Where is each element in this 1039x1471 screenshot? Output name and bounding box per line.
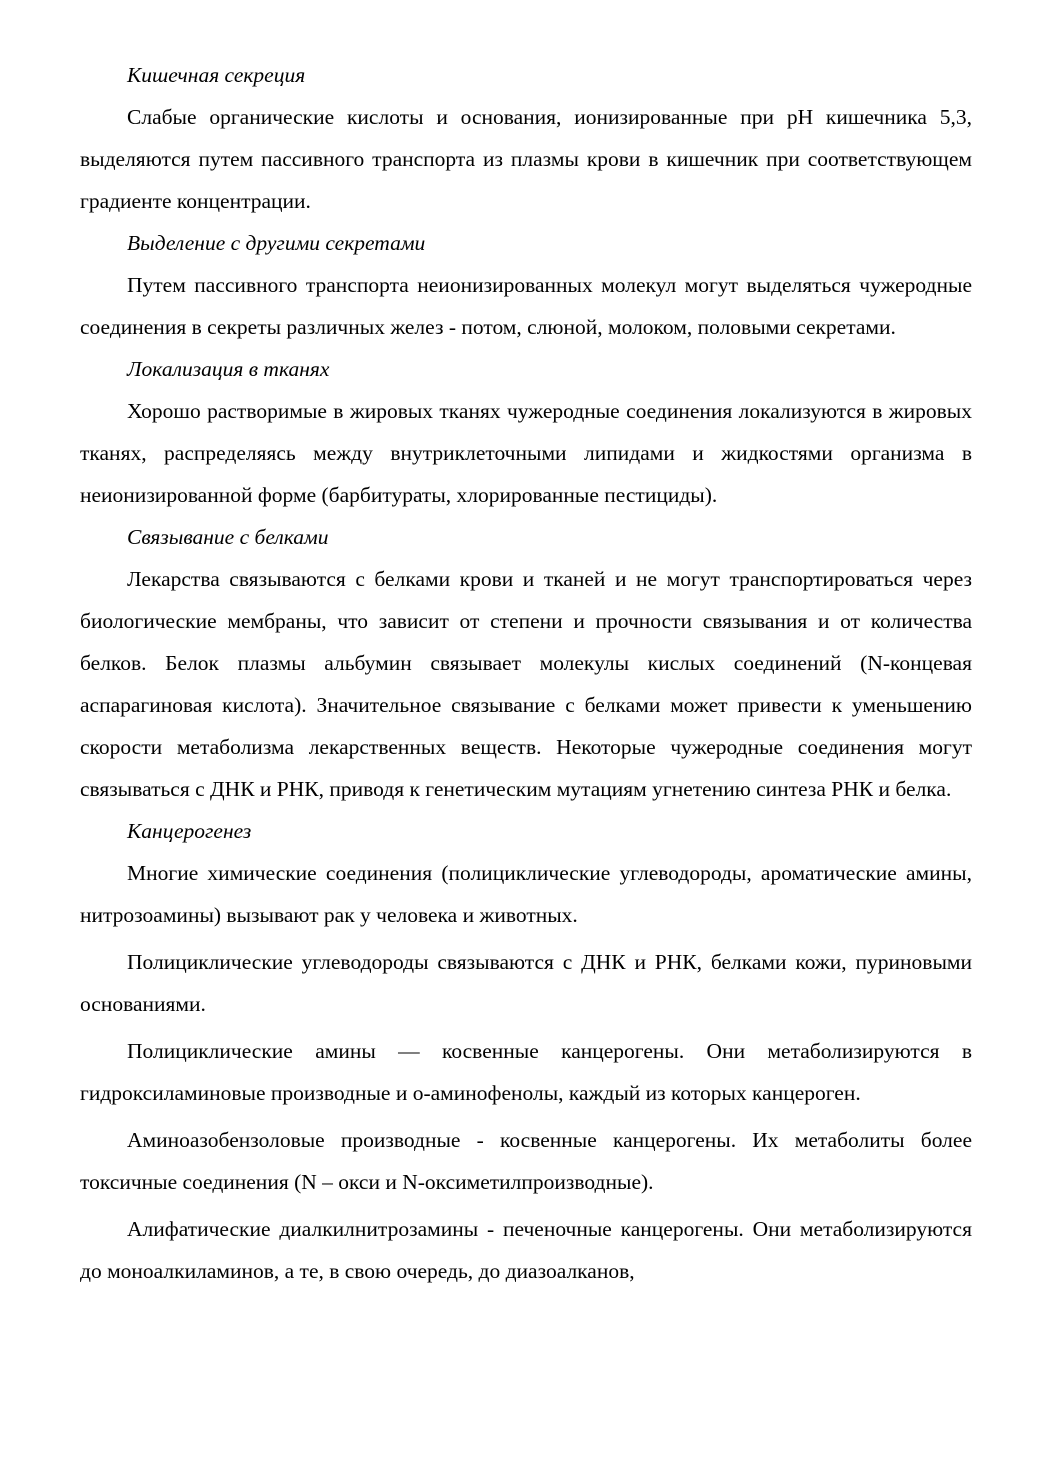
paragraph-carcinogenesis-5: Алифатические диалкилнитрозамины - печеночные канцерогены. Они метаболизируются до моноалкиламинов, а те, в свою очередь, до диазоалканов, bbox=[80, 1217, 972, 1283]
paragraph-tissue-localization: Хорошо растворимые в жировых тканях чужеродные соединения локализуются в жировых тканях, распределяясь между внутриклеточными липидами и жидкостями организма в неионизированной форме (барбитураты, хлорированные пестициды). bbox=[80, 399, 972, 507]
section-heading-carcinogenesis: Канцерогенез bbox=[127, 819, 252, 843]
document-page bbox=[80, 54, 972, 1292]
section-heading-other-secretions: Выделение с другими секретами bbox=[127, 231, 426, 255]
paragraph-carcinogenesis-1: Многие химические соединения (полициклические углеводороды, ароматические амины, нитрозоамины) вызывают рак у человека и животных. bbox=[80, 861, 972, 927]
paragraph-carcinogenesis-2: Полициклические углеводороды связываются с ДНК и РНК, белками кожи, пуриновыми основаниями. bbox=[80, 950, 972, 1016]
paragraph-protein-binding: Лекарства связываются с белками крови и тканей и не могут транспортироваться через биологические мембраны, что зависит от степени и прочности связывания и от количества белков. Белок плазмы альбумин связывает молекулы кислых соединений (N-концевая аспарагиновая кислота). Значительное связывание с белками может привести к уменьшению скорости метаболизма лекарственных веществ. Некоторые чужеродные соединения могут связываться с ДНК и РНК, приводя к генетическим мутациям угнетению синтеза РНК и белка. bbox=[80, 567, 972, 801]
section-heading-tissue-localization: Локализация в тканях bbox=[127, 357, 330, 381]
paragraph-carcinogenesis-4: Аминоазобензоловые производные - косвенные канцерогены. Их метаболиты более токсичные соединения (N – окси и N-оксиметилпроизводные). bbox=[80, 1128, 972, 1194]
paragraph-carcinogenesis-3: Полициклические амины — косвенные канцерогены. Они метаболизируются в гидроксиламиновые производные и о-аминофенолы, каждый из которых канцероген. bbox=[80, 1039, 972, 1105]
section-heading-protein-binding: Связывание с белками bbox=[127, 525, 329, 549]
paragraph-other-secretions: Путем пассивного транспорта неионизированных молекул могут выделяться чужеродные соединения в секреты различных желез - потом, слюной, молоком, половыми секретами. bbox=[80, 273, 972, 339]
paragraph-intestinal-secretion: Слабые органические кислоты и основания, ионизированные при pH кишечника 5,3, выделяются путем пассивного транспорта из плазмы крови в кишечник при соответствующем градиенте концентрации. bbox=[80, 105, 972, 213]
section-heading-intestinal-secretion: Кишечная секреция bbox=[127, 63, 306, 87]
